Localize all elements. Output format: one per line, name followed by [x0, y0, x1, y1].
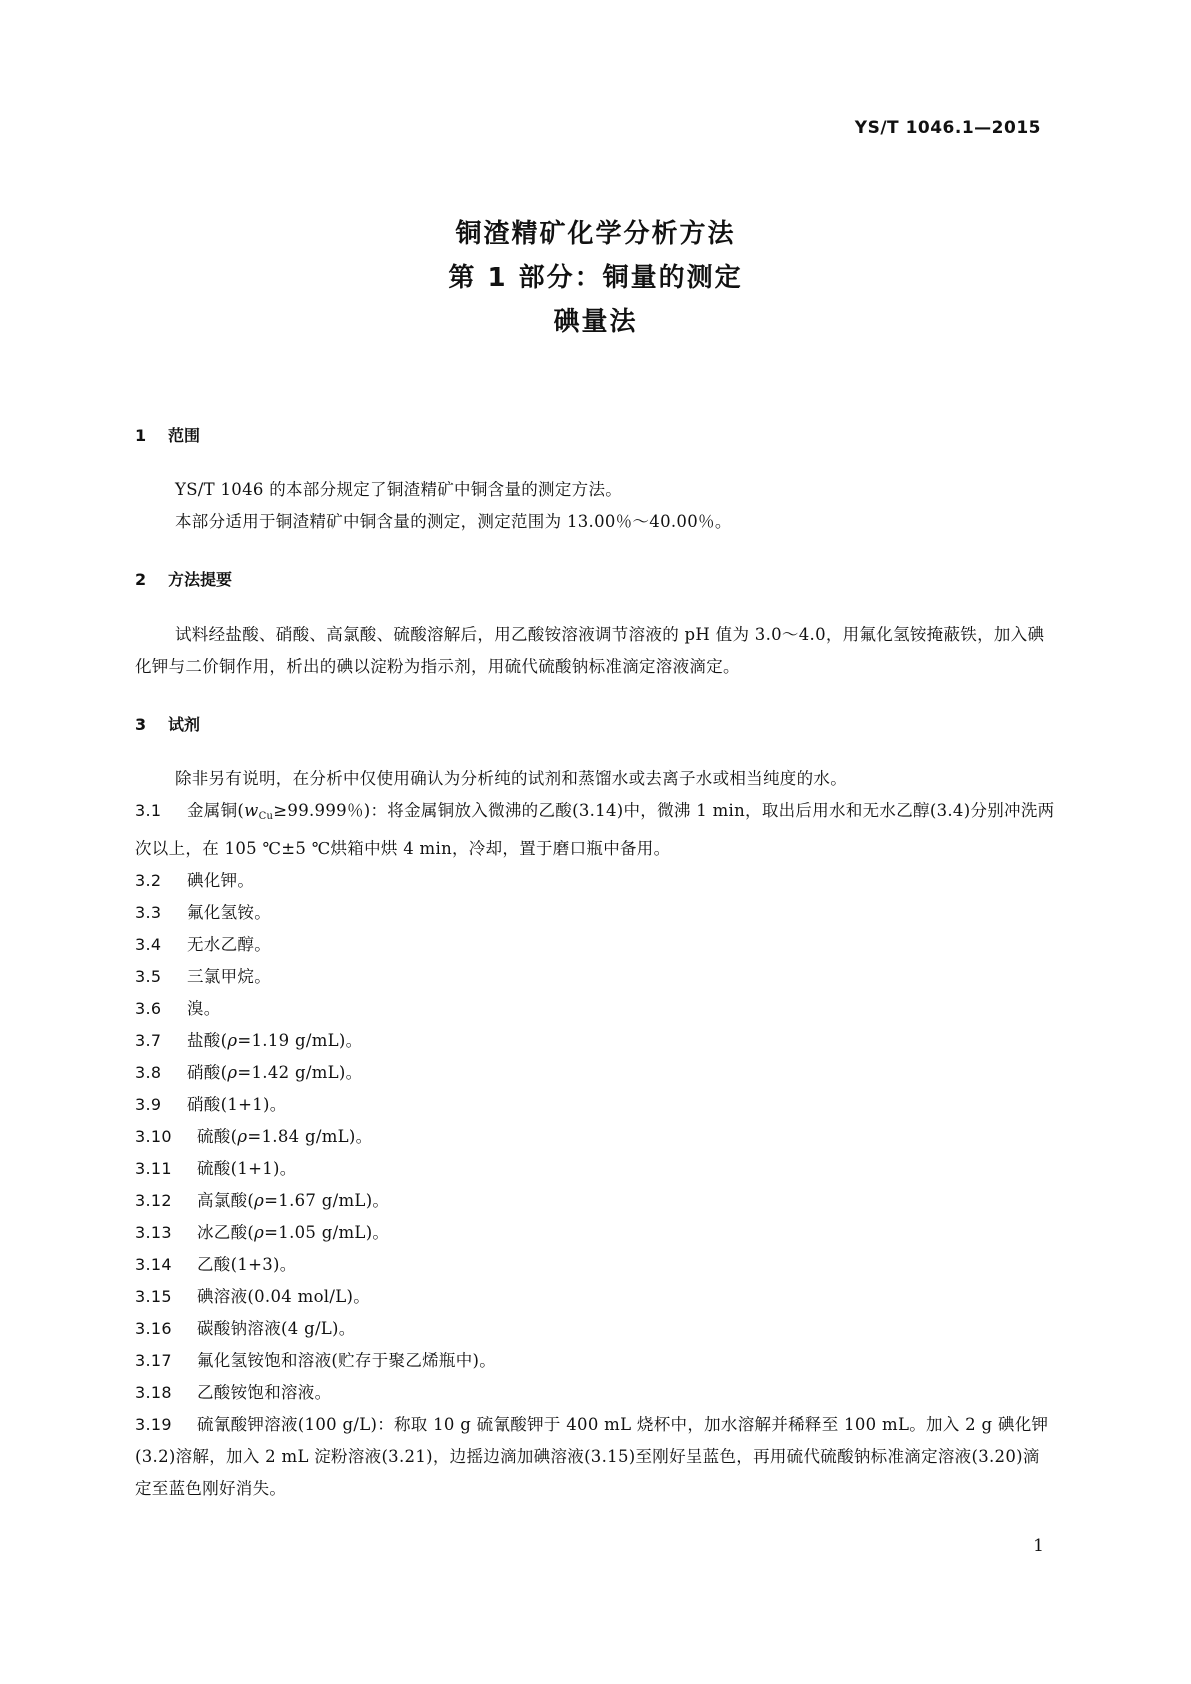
paragraph: 试料经盐酸、硝酸、高氯酸、硫酸溶解后，用乙酸铵溶液调节溶液的 pH 值为 3.0～4.0，用氟化氢铵掩蔽铁，加入碘化钾与二价铜作用，析出的碘以淀粉为指示剂，用硫代硫酸钠标准滴定溶液滴定。 — [135, 625, 1045, 676]
section-2-heading — [135, 568, 1055, 592]
item-number: 3.6 — [135, 999, 162, 1018]
item-text: 硫氰酸钾溶液(100 g/L)：称取 10 g 硫氰酸钾于 400 mL 烧杯中，加水溶解并稀释至 100 mL。加入 2 g 碘化钾(3.2)溶解，加入 2 mL 淀粉溶液(3.21)，边摇边滴加碘溶液(3.15)至刚好呈蓝色，再用硫代硫酸钠标准滴定溶液(3.20)滴定至蓝色刚好消失。 — [135, 1415, 1049, 1498]
item-text: 硫酸( — [197, 1127, 238, 1146]
section-number: 2 — [135, 570, 147, 589]
item-number: 3.10 — [135, 1127, 172, 1146]
item-text: 金属铜( — [187, 801, 245, 820]
symbol-rho: ρ — [237, 1127, 248, 1146]
item-text: 氟化氢铵饱和溶液(贮存于聚乙烯瓶中)。 — [197, 1351, 497, 1370]
subscript-cu: Cu — [258, 811, 274, 822]
section-3-heading — [135, 713, 1055, 737]
item-number: 3.2 — [135, 871, 162, 890]
reagent-item — [135, 1249, 1055, 1281]
section-number: 1 — [135, 426, 147, 445]
item-text: 高氯酸( — [197, 1191, 255, 1210]
reagent-item — [135, 1217, 1055, 1249]
item-text: =1.19 g/mL)。 — [237, 1031, 363, 1050]
item-number: 3.13 — [135, 1223, 172, 1242]
item-text: ≥99.999％)：将金属铜放入微沸的乙酸(3.14)中，微沸 1 min，取出后用水和无水乙醇(3.4)分别冲洗两次以上，在 105 ℃±5 ℃烘箱中烘 4 min，冷却，置于磨口瓶中备用。 — [135, 801, 1055, 858]
title-line-3: 碘量法 — [553, 307, 638, 337]
item-text: 硝酸( — [187, 1063, 228, 1082]
title-line-2: 第 1 部分：铜量的测定 — [448, 263, 743, 293]
reagent-item — [135, 1025, 1055, 1057]
item-text: =1.42 g/mL)。 — [237, 1063, 363, 1082]
standard-number: YS/T 1046.1—2015 — [854, 118, 1041, 138]
symbol-rho: ρ — [254, 1191, 265, 1210]
item-text: 乙酸(1+3)。 — [197, 1255, 297, 1274]
item-text: 硫酸(1+1)。 — [197, 1159, 297, 1178]
item-number: 3.1 — [135, 801, 162, 820]
item-number: 3.17 — [135, 1351, 172, 1370]
reagent-item — [135, 1377, 1055, 1409]
section-number: 3 — [135, 715, 147, 734]
paragraph: YS/T 1046 的本部分规定了铜渣精矿中铜含量的测定方法。 — [175, 480, 623, 499]
reagent-item — [135, 1089, 1055, 1121]
item-text: 碘溶液(0.04 mol/L)。 — [197, 1287, 371, 1306]
symbol-w: w — [244, 801, 259, 820]
item-text: =1.84 g/mL)。 — [247, 1127, 373, 1146]
reagent-item — [135, 1409, 1055, 1505]
reagent-item — [135, 1313, 1055, 1345]
symbol-rho: ρ — [254, 1223, 265, 1242]
symbol-rho: ρ — [227, 1031, 238, 1050]
section-title: 范围 — [168, 426, 201, 445]
item-text: 冰乙酸( — [197, 1223, 255, 1242]
item-number: 3.8 — [135, 1063, 162, 1082]
item-number: 3.5 — [135, 967, 162, 986]
item-number: 3.7 — [135, 1031, 162, 1050]
item-number: 3.18 — [135, 1383, 172, 1402]
item-text: =1.05 g/mL)。 — [264, 1223, 390, 1242]
paragraph: 除非另有说明，在分析中仅使用确认为分析纯的试剂和蒸馏水或去离子水或相当纯度的水。 — [175, 769, 847, 788]
reagent-item — [135, 961, 1055, 993]
document-title — [0, 212, 1191, 344]
reagent-item — [135, 865, 1055, 897]
item-text: 三氯甲烷。 — [187, 967, 271, 986]
item-text: 乙酸铵饱和溶液。 — [197, 1383, 332, 1402]
page-number: 1 — [1033, 1536, 1044, 1556]
symbol-rho: ρ — [227, 1063, 238, 1082]
reagent-item — [135, 929, 1055, 961]
item-number: 3.14 — [135, 1255, 172, 1274]
item-number: 3.4 — [135, 935, 162, 954]
item-text: 无水乙醇。 — [187, 935, 271, 954]
document-body — [135, 424, 1055, 1505]
reagent-item — [135, 993, 1055, 1025]
item-text: 溴。 — [187, 999, 221, 1018]
reagent-item — [135, 795, 1055, 865]
paragraph: 本部分适用于铜渣精矿中铜含量的测定，测定范围为 13.00％～40.00％。 — [175, 512, 732, 531]
reagent-item — [135, 1153, 1055, 1185]
reagent-item — [135, 1121, 1055, 1153]
section-title: 方法提要 — [168, 570, 233, 589]
item-number: 3.19 — [135, 1415, 172, 1434]
reagent-item — [135, 1345, 1055, 1377]
reagent-item — [135, 1057, 1055, 1089]
reagent-item — [135, 897, 1055, 929]
section-title: 试剂 — [168, 715, 201, 734]
item-text: 硝酸(1+1)。 — [187, 1095, 287, 1114]
item-text: 氟化氢铵。 — [187, 903, 271, 922]
reagent-item — [135, 1185, 1055, 1217]
section-1-heading — [135, 424, 1055, 448]
reagent-item — [135, 1281, 1055, 1313]
item-number: 3.15 — [135, 1287, 172, 1306]
title-line-1: 铜渣精矿化学分析方法 — [455, 219, 736, 249]
item-number: 3.12 — [135, 1191, 172, 1210]
item-text: 碘化钾。 — [187, 871, 255, 890]
item-text: =1.67 g/mL)。 — [264, 1191, 390, 1210]
item-text: 盐酸( — [187, 1031, 228, 1050]
item-number: 3.9 — [135, 1095, 162, 1114]
item-text: 碳酸钠溶液(4 g/L)。 — [197, 1319, 356, 1338]
item-number: 3.11 — [135, 1159, 172, 1178]
item-number: 3.3 — [135, 903, 162, 922]
item-number: 3.16 — [135, 1319, 172, 1338]
